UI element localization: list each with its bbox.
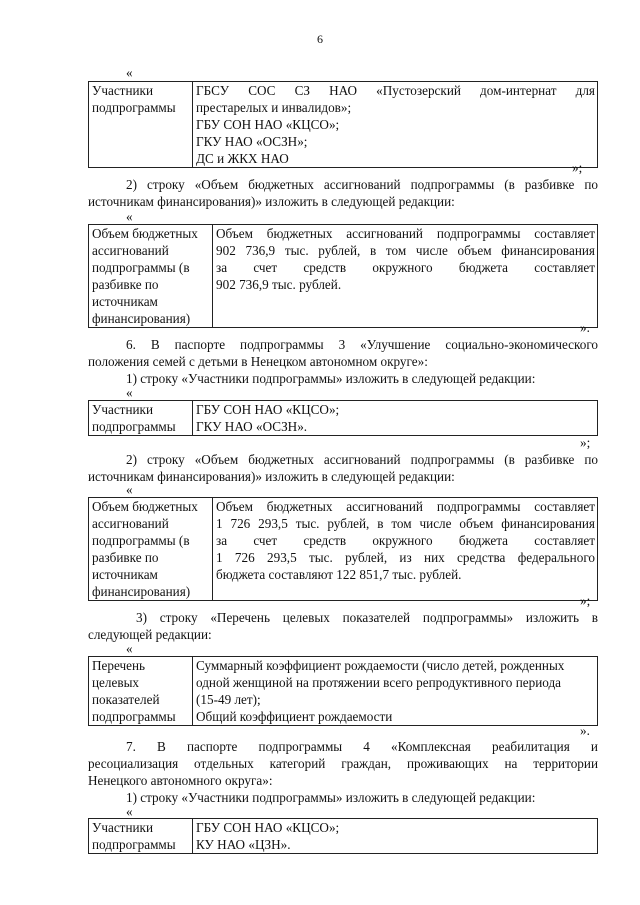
close-quote: »; bbox=[580, 435, 591, 450]
participants-table bbox=[88, 818, 598, 854]
row-label: Объем бюджетных ассигнований подпрограммы (в разбивке по источникам финансирования) bbox=[89, 498, 213, 601]
row-label: Участники подпрограммы bbox=[89, 82, 193, 168]
row-value: Объем бюджетных ассигнований подпрограммы составляет 902 736,9 тыс. рублей, в том числе объем финансирования за счет средств окружного бюджета составляет 902 736,9 тыс. рублей. bbox=[213, 225, 598, 328]
participants-table bbox=[88, 81, 598, 168]
row-value: ГБУ СОН НАО «КЦСО»; ГКУ НАО «ОСЗН». bbox=[193, 401, 598, 436]
paragraph: 6. В паспорте подпрограммы 3 «Улучшение социально-экономического положения семей с детьми в Ненецком автономном округе»: 1) строку «Участники подпрограммы» изложить в следующей редакции: bbox=[88, 337, 598, 386]
open-quote: « bbox=[126, 482, 133, 497]
row-value: ГБСУ СОС СЗ НАО «Пустозерский дом-интернат для престарелых и инвалидов»; ГБУ СОН НАО «КЦСО»; ГКУ НАО «ОСЗН»; ДС и ЖКХ НАО bbox=[193, 82, 598, 168]
open-quote: « bbox=[126, 641, 133, 656]
row-label: Объем бюджетных ассигнований подпрограммы (в разбивке по источникам финансирования) bbox=[89, 225, 213, 328]
close-quote: ». bbox=[580, 320, 590, 335]
indicators-table bbox=[88, 656, 598, 726]
budget-table bbox=[88, 224, 598, 328]
paragraph: 2) строку «Объем бюджетных ассигнований подпрограммы (в разбивке по источникам финансирования)» изложить в следующей редакции: bbox=[88, 177, 598, 209]
row-label: Участники подпрограммы bbox=[89, 401, 193, 436]
close-quote: »; bbox=[572, 160, 583, 175]
open-quote: « bbox=[126, 804, 133, 819]
budget-table bbox=[88, 497, 598, 601]
open-quote: « bbox=[126, 65, 133, 80]
open-quote: « bbox=[126, 385, 133, 400]
paragraph: 2) строку «Объем бюджетных ассигнований подпрограммы (в разбивке по источникам финансирования)» изложить в следующей редакции: bbox=[88, 452, 598, 484]
paragraph: 7. В паспорте подпрограммы 4 «Комплексная реабилитация и ресоциализация отдельных категорий граждан, проживающих на территории Ненецкого автономного округа»: 1) строку «Участники подпрограммы» изложить в следующей редакции: bbox=[88, 739, 598, 805]
close-quote: »; bbox=[580, 593, 591, 608]
paragraph: 3) строку «Перечень целевых показателей подпрограммы» изложить в следующей редакции: bbox=[88, 610, 598, 642]
row-value: Объем бюджетных ассигнований подпрограммы составляет 1 726 293,5 тыс. рублей, в том числе объем финансирования за счет средств окружного бюджета составляет 1 726 293,5 тыс. рублей, из них средства федерального бюджета составляют 122 851,7 тыс. рублей. bbox=[213, 498, 598, 601]
row-label: Участники подпрограммы bbox=[89, 819, 193, 854]
row-value: ГБУ СОН НАО «КЦСО»; КУ НАО «ЦЗН». bbox=[193, 819, 598, 854]
participants-table bbox=[88, 400, 598, 436]
row-value: Суммарный коэффициент рождаемости (число детей, рожденных одной женщиной на протяжении всего репродуктивного периода (15-49 лет); Общий коэффициент рождаемости bbox=[193, 657, 598, 726]
page-number: 6 bbox=[317, 32, 323, 46]
close-quote: ». bbox=[580, 723, 590, 738]
row-label: Перечень целевых показателей подпрограммы bbox=[89, 657, 193, 726]
open-quote: « bbox=[126, 209, 133, 224]
